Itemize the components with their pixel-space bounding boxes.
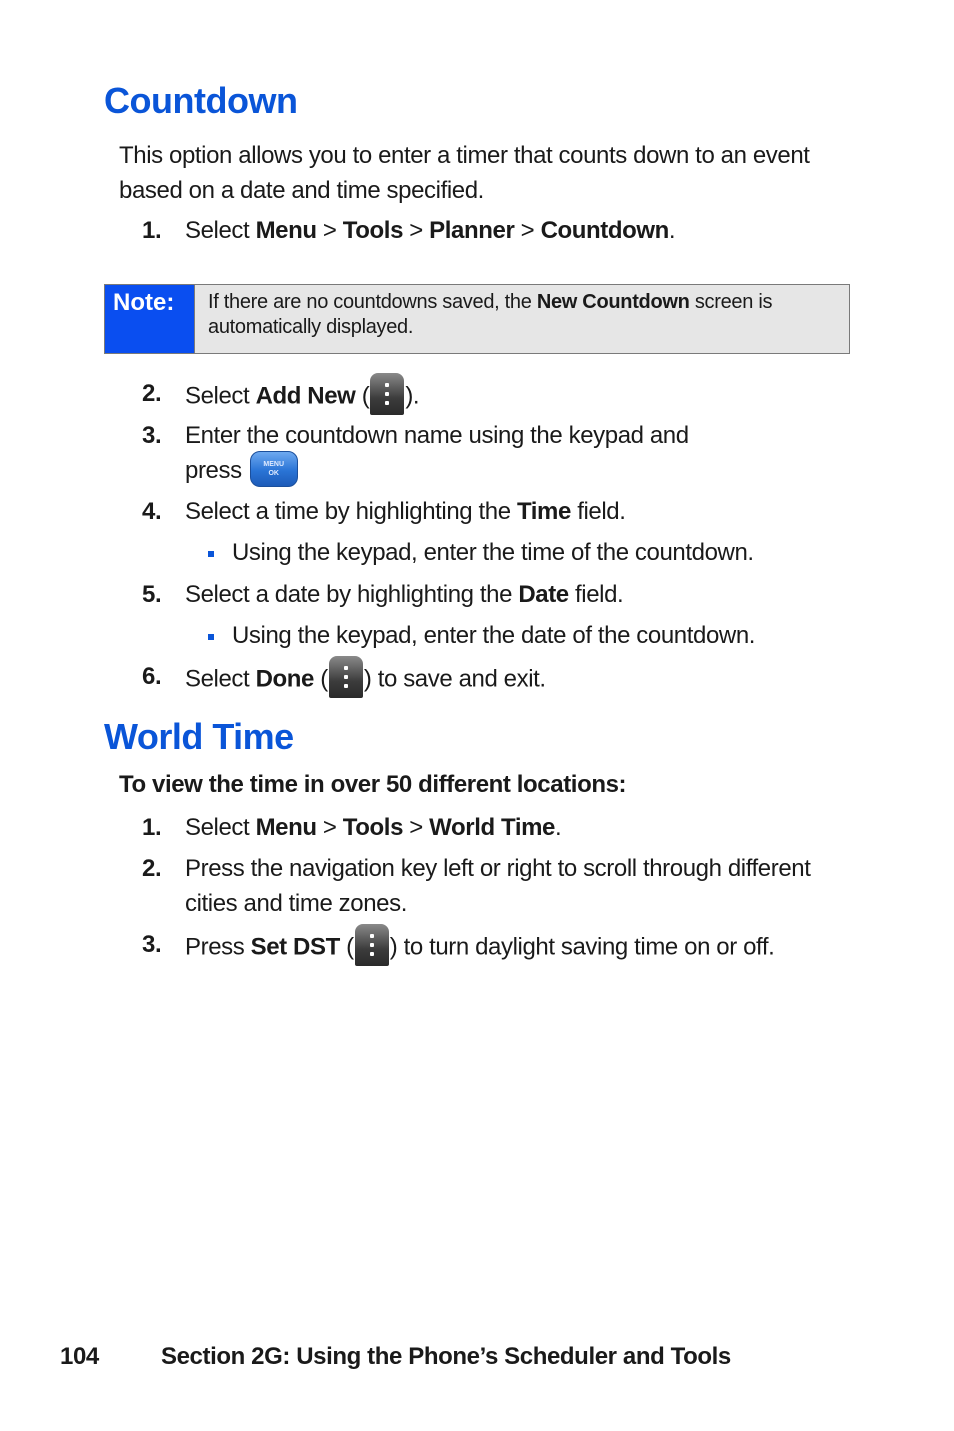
note-label: Note: bbox=[105, 285, 195, 353]
step-text: Press Set DST ( ) to turn daylight saving time on or off. bbox=[185, 927, 865, 969]
step-text: Select Menu > Tools > Planner > Countdown. bbox=[185, 217, 676, 244]
countdown-intro: This option allows you to enter a timer that counts down to an event based on a date and time specified. bbox=[119, 142, 810, 204]
right-softkey-icon bbox=[370, 373, 404, 415]
bullet-text: Using the keypad, enter the date of the countdown. bbox=[232, 622, 756, 649]
step-number: 1. bbox=[142, 814, 162, 841]
step-number: 4. bbox=[142, 498, 162, 525]
add-new-label: Add New bbox=[255, 382, 356, 410]
step-number: 2. bbox=[142, 855, 162, 882]
step-text: Select Add New ( ). bbox=[185, 376, 865, 418]
step-text: Select a time by highlighting the Time field. bbox=[185, 498, 626, 525]
menu-ok-key-icon: MENU OK bbox=[250, 451, 298, 487]
new-countdown-label: New Countdown bbox=[536, 291, 690, 313]
step-text: Select Done ( ) to save and exit. bbox=[185, 659, 865, 701]
step-number: 5. bbox=[142, 581, 162, 608]
planner-label: Planner bbox=[429, 217, 515, 244]
step-number: 1. bbox=[142, 217, 162, 244]
menu-label: Menu bbox=[255, 217, 317, 244]
note-text: If there are no countdowns saved, the New Countdown screen is automatically displayed. bbox=[195, 285, 849, 353]
page-number: 104 bbox=[60, 1343, 99, 1370]
step-text: Select a date by highlighting the Date field. bbox=[185, 581, 624, 608]
step-number: 3. bbox=[142, 931, 162, 958]
time-label: Time bbox=[516, 498, 571, 525]
bullet-text: Using the keypad, enter the time of the countdown. bbox=[232, 539, 754, 566]
tools-label: Tools bbox=[342, 217, 404, 244]
world-time-label: World Time bbox=[429, 814, 555, 841]
bullet-icon bbox=[208, 551, 214, 557]
section-title: Section 2G: Using the Phone’s Scheduler and Tools bbox=[161, 1343, 731, 1370]
left-softkey-icon bbox=[355, 924, 389, 966]
world-time-intro: To view the time in over 50 different locations: bbox=[119, 771, 627, 798]
tools-label: Tools bbox=[342, 814, 404, 841]
step-text: Press the navigation key left or right to scroll through different cities and time zones. bbox=[185, 855, 811, 917]
countdown-heading: Countdown bbox=[104, 80, 298, 121]
step-text: Enter the countdown name using the keypad and press MENU OK bbox=[185, 418, 865, 490]
step-number: 3. bbox=[142, 422, 162, 449]
step-number: 2. bbox=[142, 380, 162, 407]
done-label: Done bbox=[255, 665, 314, 693]
date-label: Date bbox=[518, 581, 569, 608]
step-number: 6. bbox=[142, 663, 162, 690]
bullet-icon bbox=[208, 634, 214, 640]
set-dst-label: Set DST bbox=[250, 933, 340, 961]
step-text: Select Menu > Tools > World Time. bbox=[185, 814, 562, 841]
note-box bbox=[104, 284, 850, 354]
menu-label: Menu bbox=[255, 814, 317, 841]
countdown-label: Countdown bbox=[540, 217, 669, 244]
right-softkey-icon bbox=[329, 656, 363, 698]
world-time-heading: World Time bbox=[104, 716, 294, 757]
